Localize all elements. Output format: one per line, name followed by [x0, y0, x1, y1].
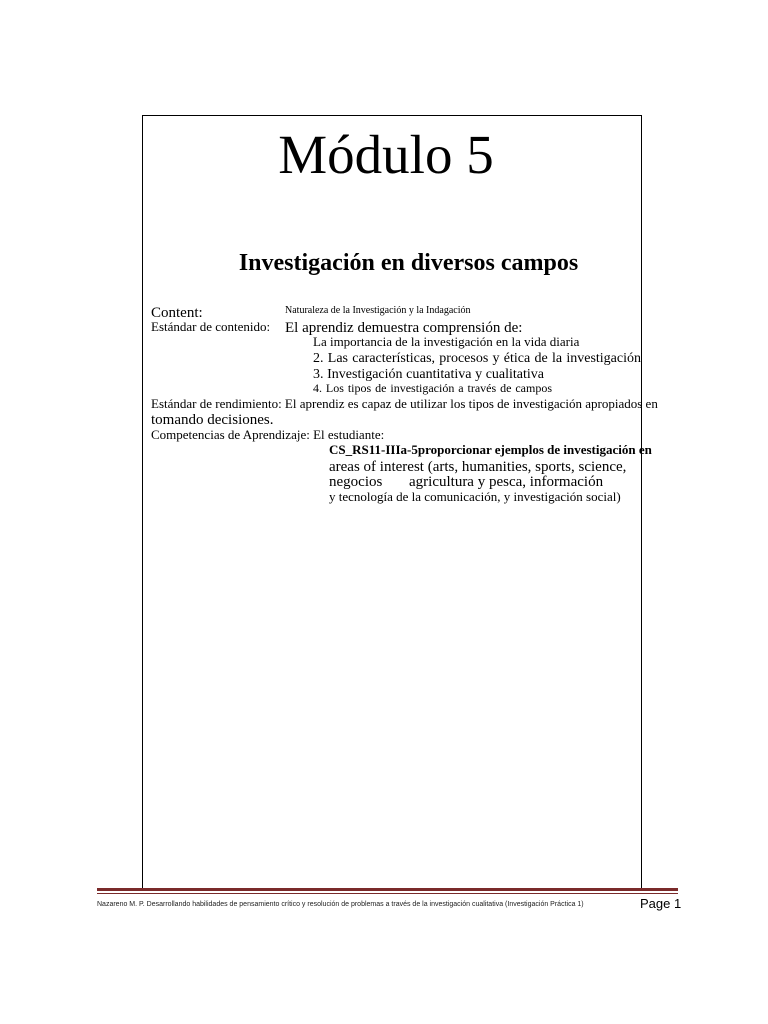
standard-item: 2. Las características, procesos y ética de la investigación — [313, 351, 641, 366]
standard-item: La importancia de la investigación en la vida diaria — [313, 334, 580, 349]
content-value: Naturaleza de la Investigación y la Indagación — [285, 305, 471, 316]
standard-item: 3. Investigación cuantitativa y cualitativa — [313, 367, 544, 382]
competency-line-business: negocios — [329, 474, 383, 490]
standard-item: 4. Los tipos de investigación a través de campos — [313, 381, 552, 395]
page-number: Page 1 — [640, 896, 682, 911]
competency-code: CS_RS11-IIIa-5proporcionar ejemplos de investigación en — [329, 442, 652, 457]
content-label: Content: — [151, 305, 203, 321]
footer-rule-thin — [97, 893, 678, 894]
module-title: Módulo 5 — [278, 124, 494, 185]
performance-standard-cont: tomando decisiones. — [151, 412, 274, 428]
competency-line: areas of interest (arts, humanities, sports, science, — [329, 459, 627, 475]
performance-standard: Estándar de rendimiento: El aprendiz es capaz de utilizar los tipos de investigación apropiados en — [151, 396, 658, 411]
standard-label: Estándar de contenido: — [151, 319, 271, 334]
competency-line: y tecnología de la comunicación, y investigación social) — [329, 489, 621, 504]
standard-intro: El aprendiz demuestra comprensión de: — [285, 320, 523, 336]
competency-line-agriculture: agricultura y pesca, información — [409, 474, 604, 490]
competencies-label: Competencias de Aprendizaje: El estudiante: — [151, 427, 385, 442]
footer-citation: Nazareno M. P. Desarrollando habilidades de pensamiento crítico y resolución de problemas a través de la investigación cualitativa (Investigación Práctica 1) — [97, 901, 584, 908]
module-subtitle: Investigación en diversos campos — [238, 250, 579, 276]
footer-rule — [97, 888, 678, 891]
